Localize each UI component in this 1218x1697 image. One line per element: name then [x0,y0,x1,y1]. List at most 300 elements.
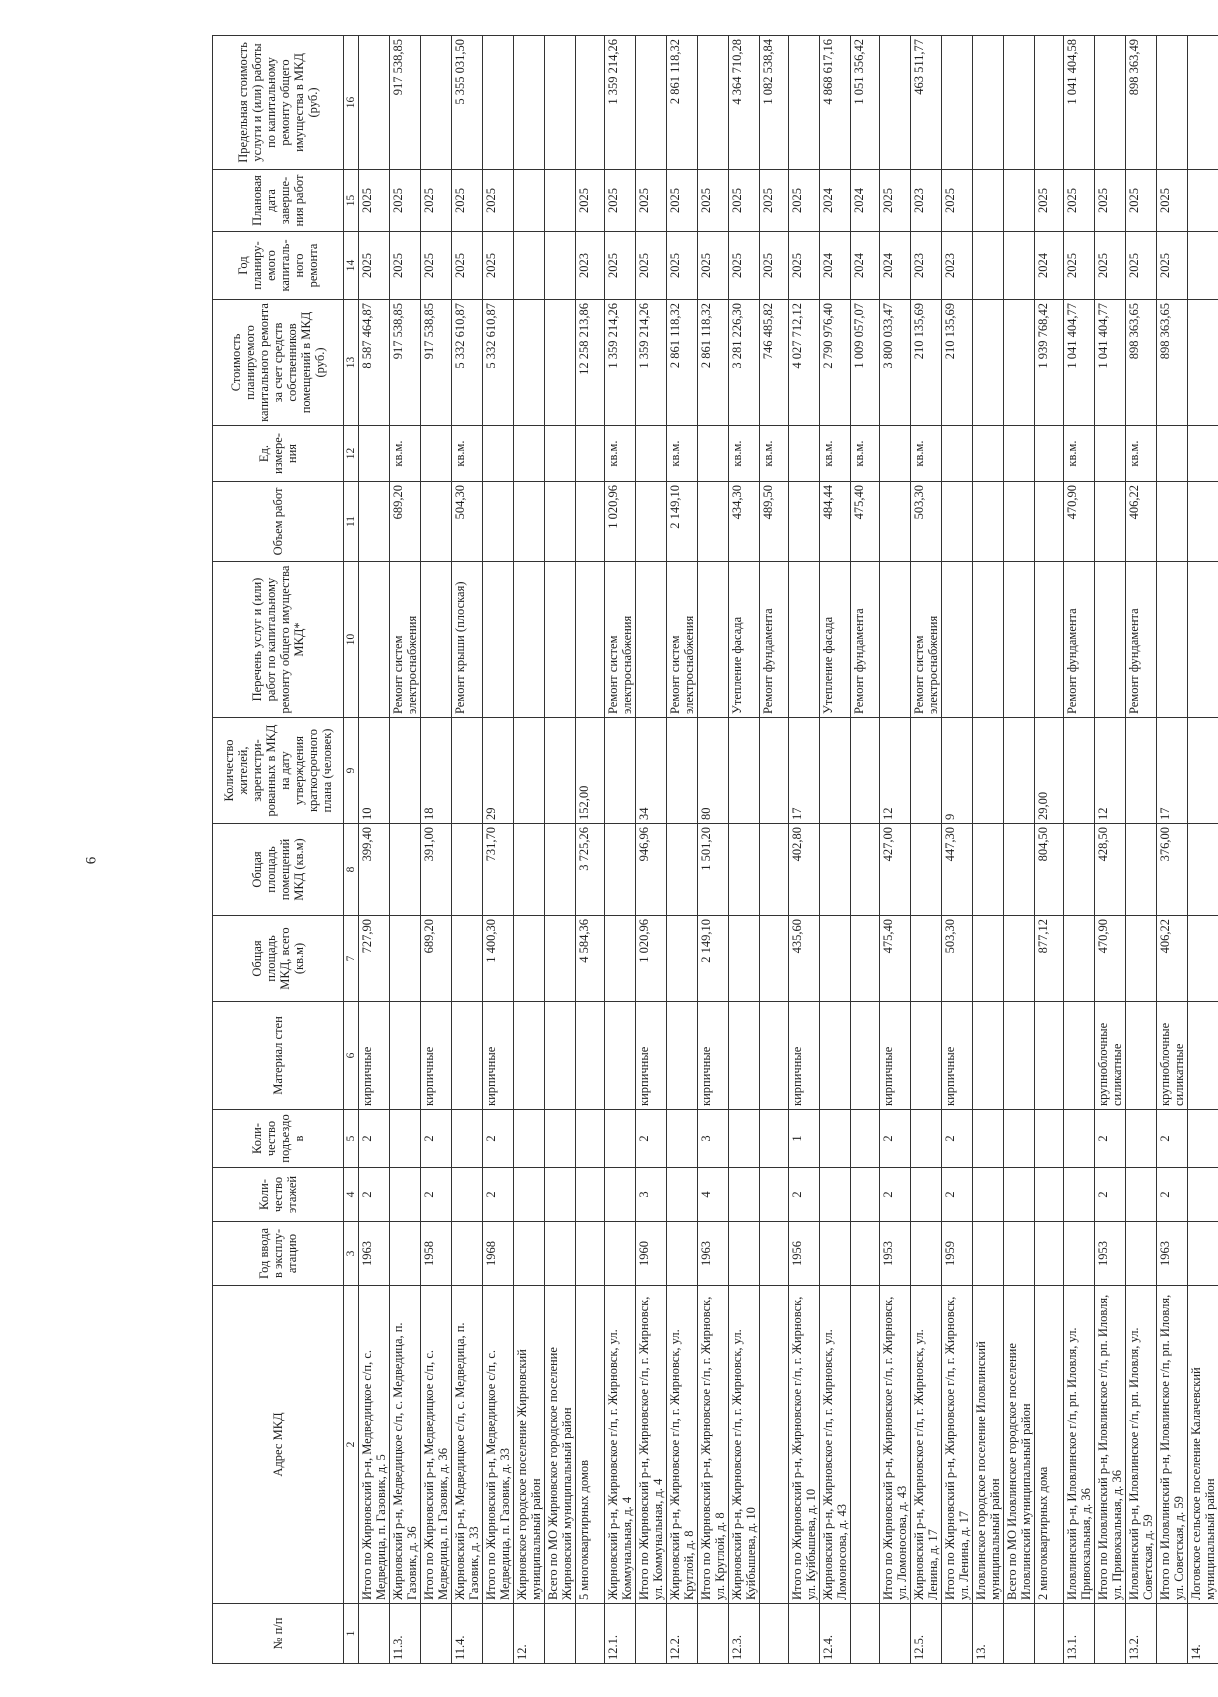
table-cell-c2: Всего по МО Жирновское городское поселение Жирновский муниципальный район [545,1286,576,1604]
table-cell-c1 [421,1604,452,1664]
table-cell-c9: 18 [421,718,452,824]
table-cell-c1 [483,1604,514,1664]
table-cell-c13: 1 939 768,42 [1035,300,1064,426]
table-cell-c3: 1956 [789,1222,820,1286]
table-cell-c4 [1126,1168,1157,1222]
table-cell-c9: 29,00 [1035,718,1064,824]
table-cell-c16 [421,36,452,170]
table-cell-c16 [1035,36,1064,170]
table-cell-c5 [820,1110,851,1168]
table-cell-c3 [1064,1222,1095,1286]
table-cell-c16: 463 511,77 [911,36,942,170]
table-cell-c11: 489,50 [760,482,789,562]
table-cell-c6: кирпичные [698,1002,729,1110]
table-cell-c2: Итого по Иловлинский р-н, Иловлинское г/п, рп. Иловля, ул. Советская, д. 59 [1157,1286,1188,1604]
table-cell-c11 [576,482,605,562]
table-cell-c4: 2 [359,1168,390,1222]
table-cell-c14: 2024 [880,232,911,300]
table-cell-c1 [698,1604,729,1664]
table-cell-c2: Всего по МО Иловлинское городское поселение Иловлинский муниципальный район [1004,1286,1035,1604]
table-cell-c3: 1963 [698,1222,729,1286]
table-cell-c13: 5 332 610,87 [483,300,514,426]
table-cell-c3 [576,1222,605,1286]
table-cell-c7: 503,30 [942,916,973,1002]
table-cell-c14 [973,232,1004,300]
rotated-table-wrapper [212,36,1217,1664]
table-row [1035,36,1064,1664]
table-cell-c5: 2 [636,1110,667,1168]
table-cell-c12 [483,426,514,482]
table-cell-c5: 1 [789,1110,820,1168]
table-row [973,36,1004,1664]
table-cell-c5 [514,1110,545,1168]
table-cell-c3 [729,1222,760,1286]
table-cell-c10 [421,562,452,718]
table-cell-c3 [605,1222,636,1286]
table-cell-c5 [576,1110,605,1168]
table-cell-c2: Логовское сельское поселение Калачевский муниципальный район [1188,1286,1218,1604]
table-cell-c16: 2 861 118,32 [667,36,698,170]
table-cell-c12: кв.м. [820,426,851,482]
table-cell-c5 [973,1110,1004,1168]
table-cell-c6: крупноблочные силикатные [1157,1002,1188,1110]
table-cell-c5 [1126,1110,1157,1168]
table-cell-c16: 1 051 356,42 [851,36,880,170]
table-cell-c15: 2025 [390,170,421,232]
table-cell-c6: кирпичные [942,1002,973,1110]
table-cell-c14: 2025 [421,232,452,300]
table-cell-c12 [545,426,576,482]
table-body [359,36,1218,1664]
table-cell-c13: 8 587 464,87 [359,300,390,426]
table-cell-c9 [452,718,483,824]
table-cell-c16 [698,36,729,170]
table-cell-c2: Итого по Жирновский р-н, Медведицкое с/п, с. Медведица, п. Газовик, д. 33 [483,1286,514,1604]
table-cell-c10 [1035,562,1064,718]
column-number: 11 [344,482,359,562]
table-cell-c5: 3 [698,1110,729,1168]
table-cell-c13: 917 538,85 [390,300,421,426]
table-cell-c6 [1188,1002,1218,1110]
table-cell-c12 [1188,426,1218,482]
table-cell-c12 [636,426,667,482]
table-cell-c4: 2 [942,1168,973,1222]
table-cell-c13: 1 359 214,26 [636,300,667,426]
table-cell-c3 [1126,1222,1157,1286]
table-cell-c3 [452,1222,483,1286]
table-cell-c8 [605,824,636,916]
column-number-row [344,36,359,1664]
column-header: Общая площадь помещений МКД (кв.м) [213,824,344,916]
table-cell-c2: Жирновский р-н, Жирновское г/п, г. Жирновск, ул. Ленина, д. 17 [911,1286,942,1604]
table-cell-c7 [545,916,576,1002]
table-cell-c12: кв.м. [851,426,880,482]
table-cell-c16: 917 538,85 [390,36,421,170]
table-cell-c9 [545,718,576,824]
table-cell-c10 [576,562,605,718]
table-cell-c16 [789,36,820,170]
table-cell-c12 [1035,426,1064,482]
table-cell-c14: 2025 [1157,232,1188,300]
table-cell-c1 [760,1604,789,1664]
table-cell-c9 [605,718,636,824]
table-row [545,36,576,1664]
column-header: Плановая дата заверше-ния работ [213,170,344,232]
table-row [942,36,973,1664]
column-number: 16 [344,36,359,170]
table-cell-c2: Итого по Жирновский р-н, Медведицкое с/п, с. Медведица, п. Газовик, д. 36 [421,1286,452,1604]
table-cell-c5: 2 [483,1110,514,1168]
table-cell-c7 [1188,916,1218,1002]
table-cell-c7 [452,916,483,1002]
table-cell-c7 [605,916,636,1002]
table-cell-c12: кв.м. [911,426,942,482]
table-cell-c9: 12 [1095,718,1126,824]
table-cell-c7 [973,916,1004,1002]
column-header: Материал стен [213,1002,344,1110]
column-number: 7 [344,916,359,1002]
table-cell-c2: Жирновский р-н, Медведицкое с/п, с. Медведица, п. Газовик, д. 36 [390,1286,421,1604]
table-cell-c8 [820,824,851,916]
table-cell-c2: Итого по Жирновский р-н, Жирновское г/п, г. Жирновск, ул. Круглой, д. 8 [698,1286,729,1604]
table-row [452,36,483,1664]
table-row [636,36,667,1664]
table-cell-c13: 2 861 118,32 [698,300,729,426]
table-cell-c1: 12.4. [820,1604,851,1664]
table-cell-c13: 898 363,65 [1126,300,1157,426]
table-cell-c11 [483,482,514,562]
table-cell-c11 [421,482,452,562]
table-cell-c12 [421,426,452,482]
column-number: 13 [344,300,359,426]
table-cell-c15: 2025 [1064,170,1095,232]
table-cell-c8: 3 725,26 [576,824,605,916]
table-cell-c14: 2024 [1035,232,1064,300]
table-cell-c2: Итого по Иловлинский р-н, Иловлинское г/п, рп. Иловля, ул. Привокзальная, д. 36 [1095,1286,1126,1604]
table-cell-c11: 470,90 [1064,482,1095,562]
table-cell-c7 [820,916,851,1002]
table-cell-c11: 503,30 [911,482,942,562]
table-cell-c11: 406,22 [1126,482,1157,562]
table-cell-c16 [1188,36,1218,170]
table-cell-c9 [973,718,1004,824]
table-cell-c9: 17 [1157,718,1188,824]
table-cell-c2 [851,1286,880,1604]
table-cell-c12 [973,426,1004,482]
table-cell-c15: 2025 [483,170,514,232]
table-cell-c4: 2 [789,1168,820,1222]
table-cell-c8: 1 501,20 [698,824,729,916]
table-cell-c6: кирпичные [359,1002,390,1110]
table-cell-c14: 2025 [359,232,390,300]
table-cell-c11 [1095,482,1126,562]
table-cell-c7 [760,916,789,1002]
table-cell-c9 [667,718,698,824]
table-cell-c5 [1188,1110,1218,1168]
table-cell-c14 [545,232,576,300]
table-cell-c8: 804,50 [1035,824,1064,916]
table-cell-c13: 1 041 404,77 [1095,300,1126,426]
table-cell-c14 [1004,232,1035,300]
table-cell-c3 [390,1222,421,1286]
table-cell-c8: 427,00 [880,824,911,916]
table-cell-c9 [1126,718,1157,824]
column-header: Коли-чество этажей [213,1168,344,1222]
table-cell-c1: 12.3. [729,1604,760,1664]
table-cell-c1: 14. [1188,1604,1218,1664]
table-cell-c5 [390,1110,421,1168]
table-cell-c3 [514,1222,545,1286]
table-cell-c13 [545,300,576,426]
table-cell-c8 [1004,824,1035,916]
table-cell-c1 [1004,1604,1035,1664]
table-cell-c14: 2025 [1126,232,1157,300]
table-cell-c13 [973,300,1004,426]
table-cell-c6: кирпичные [880,1002,911,1110]
table-cell-c2: 2 многоквартирных дома [1035,1286,1064,1604]
table-cell-c10: Утепление фасада [729,562,760,718]
table-cell-c12 [514,426,545,482]
table-cell-c11 [514,482,545,562]
table-cell-c15: 2025 [605,170,636,232]
table-cell-c8 [911,824,942,916]
column-header: Перечень услуг и (или) работ по капитальному ремонту общего имущества МКД* [213,562,344,718]
table-cell-c10 [545,562,576,718]
table-cell-c5 [760,1110,789,1168]
table-cell-c10 [359,562,390,718]
table-cell-c13: 1 041 404,77 [1064,300,1095,426]
table-cell-c16 [576,36,605,170]
table-cell-c2: Иловлинский р-н, Иловлинское г/п, рп. Иловля, ул. Привокзальная, д. 36 [1064,1286,1095,1604]
table-cell-c6 [729,1002,760,1110]
table-cell-c15: 2025 [667,170,698,232]
table-cell-c15: 2025 [636,170,667,232]
table-cell-c7 [390,916,421,1002]
table-cell-c9 [911,718,942,824]
table-cell-c4 [514,1168,545,1222]
table-cell-c4 [973,1168,1004,1222]
table-cell-c3 [1188,1222,1218,1286]
table-cell-c5 [729,1110,760,1168]
table-cell-c13: 3 800 033,47 [880,300,911,426]
table-cell-c10 [789,562,820,718]
table-cell-c15: 2025 [942,170,973,232]
column-number: 6 [344,1002,359,1110]
table-cell-c1: 13. [973,1604,1004,1664]
table-cell-c9 [760,718,789,824]
table-cell-c16 [973,36,1004,170]
table-cell-c14: 2025 [698,232,729,300]
table-cell-c14: 2025 [789,232,820,300]
table-cell-c8 [1126,824,1157,916]
table-cell-c9: 152,00 [576,718,605,824]
table-cell-c10: Ремонт фундамента [1126,562,1157,718]
table-cell-c7: 406,22 [1157,916,1188,1002]
table-cell-c15: 2025 [452,170,483,232]
column-number: 3 [344,1222,359,1286]
table-cell-c15: 2025 [760,170,789,232]
table-cell-c14: 2025 [636,232,667,300]
table-cell-c2: Итого по Жирновский р-н, Жирновское г/п, г. Жирновск, ул. Куйбышева, д. 10 [789,1286,820,1604]
table-cell-c1 [636,1604,667,1664]
table-cell-c4 [729,1168,760,1222]
table-cell-c3 [851,1222,880,1286]
table-cell-c6 [605,1002,636,1110]
table-row [1157,36,1188,1664]
table-cell-c7 [1126,916,1157,1002]
table-cell-c14: 2025 [667,232,698,300]
table-row [421,36,452,1664]
table-cell-c4: 2 [421,1168,452,1222]
column-number: 9 [344,718,359,824]
table-cell-c2: Жирновский р-н, Медведицкое с/п, с. Медведица, п. Газовик, д. 33 [452,1286,483,1604]
table-cell-c16: 1 359 214,26 [605,36,636,170]
table-cell-c11 [545,482,576,562]
table-cell-c6 [576,1002,605,1110]
table-cell-c10: Ремонт систем электроснабжения [911,562,942,718]
table-cell-c13: 210 135,69 [911,300,942,426]
table-cell-c9 [1004,718,1035,824]
table-cell-c3: 1960 [636,1222,667,1286]
table-cell-c4: 2 [880,1168,911,1222]
table-cell-c10: Ремонт фундамента [1064,562,1095,718]
table-cell-c13 [1188,300,1218,426]
table-row [789,36,820,1664]
table-cell-c10 [1157,562,1188,718]
table-cell-c7: 689,20 [421,916,452,1002]
table-cell-c6 [820,1002,851,1110]
table-cell-c9 [1064,718,1095,824]
table-cell-c3 [1004,1222,1035,1286]
table-cell-c3: 1958 [421,1222,452,1286]
table-cell-c15: 2025 [880,170,911,232]
table-cell-c1: 12.5. [911,1604,942,1664]
column-number: 5 [344,1110,359,1168]
table-cell-c12 [942,426,973,482]
table-cell-c3: 1959 [942,1222,973,1286]
table-cell-c10: Ремонт систем электроснабжения [390,562,421,718]
table-cell-c1 [576,1604,605,1664]
table-cell-c4 [1004,1168,1035,1222]
table-cell-c9: 12 [880,718,911,824]
table-row [359,36,390,1664]
column-header: Стоимость планируемого капитального ремонта за счет средств собственников помещений в МКД (руб.) [213,300,344,426]
table-cell-c11 [789,482,820,562]
table-row [667,36,698,1664]
table-cell-c8 [1188,824,1218,916]
table-row [760,36,789,1664]
column-number: 8 [344,824,359,916]
table-cell-c12: кв.м. [1126,426,1157,482]
table-cell-c11 [636,482,667,562]
table-cell-c7 [729,916,760,1002]
table-cell-c6 [514,1002,545,1110]
table-cell-c7: 470,90 [1095,916,1126,1002]
column-number: 14 [344,232,359,300]
table-cell-c8 [390,824,421,916]
table-cell-c5: 2 [1095,1110,1126,1168]
table-cell-c9: 34 [636,718,667,824]
table-cell-c6 [1064,1002,1095,1110]
table-cell-c12 [880,426,911,482]
table-cell-c5 [911,1110,942,1168]
table-cell-c12 [789,426,820,482]
table-cell-c1: 13.1. [1064,1604,1095,1664]
column-number: 12 [344,426,359,482]
table-cell-c12: кв.м. [452,426,483,482]
table-cell-c13: 210 135,69 [942,300,973,426]
table-cell-c2: Жирновское городское поселение Жирновский муниципальный район [514,1286,545,1604]
table-cell-c1 [789,1604,820,1664]
table-cell-c14: 2023 [911,232,942,300]
table-cell-c1: 11.4. [452,1604,483,1664]
table-cell-c11 [1035,482,1064,562]
table-cell-c14: 2024 [851,232,880,300]
table-cell-c11 [942,482,973,562]
table-cell-c5 [605,1110,636,1168]
column-header: Общая площадь МКД, всего (кв.м) [213,916,344,1002]
table-cell-c3: 1963 [359,1222,390,1286]
table-cell-c10: Ремонт систем электроснабжения [667,562,698,718]
table-cell-c3: 1953 [880,1222,911,1286]
table-cell-c9: 80 [698,718,729,824]
table-cell-c11 [359,482,390,562]
table-cell-c3 [820,1222,851,1286]
column-header: Год планиру-емого капиталь-ного ремонта [213,232,344,300]
table-cell-c14: 2025 [605,232,636,300]
table-cell-c14: 2024 [820,232,851,300]
table-cell-c5: 2 [421,1110,452,1168]
table-cell-c16 [636,36,667,170]
column-header: Адрес МКД [213,1286,344,1604]
table-cell-c8 [545,824,576,916]
table-cell-c3: 1963 [1157,1222,1188,1286]
table-cell-c8: 428,50 [1095,824,1126,916]
table-cell-c8 [851,824,880,916]
table-cell-c11: 475,40 [851,482,880,562]
table-cell-c4 [911,1168,942,1222]
table-cell-c5 [452,1110,483,1168]
table-cell-c14: 2025 [729,232,760,300]
table-cell-c9: 17 [789,718,820,824]
table-cell-c13: 917 538,85 [421,300,452,426]
table-cell-c9 [820,718,851,824]
column-header: Год ввода в эксплу-атацию [213,1222,344,1286]
table-row [1095,36,1126,1664]
column-number: 10 [344,562,359,718]
table-cell-c5 [1035,1110,1064,1168]
table-cell-c5 [1064,1110,1095,1168]
page-number: 6 [83,856,100,865]
table-cell-c1: 11.3. [390,1604,421,1664]
table-cell-c14 [1188,232,1218,300]
table-cell-c12: кв.м. [605,426,636,482]
table-cell-c14: 2023 [942,232,973,300]
table-cell-c1 [359,1604,390,1664]
column-header: Коли-чество подъездо в [213,1110,344,1168]
table-cell-c2: Жирновский р-н, Жирновское г/п, г. Жирновск, ул. Куйбышева, д. 10 [729,1286,760,1604]
table-cell-c15 [514,170,545,232]
table-cell-c16: 5 355 031,50 [452,36,483,170]
table-cell-c15: 2025 [1035,170,1064,232]
table-cell-c4: 3 [636,1168,667,1222]
table-cell-c12 [1095,426,1126,482]
table-cell-c7 [667,916,698,1002]
table-cell-c8 [973,824,1004,916]
table-cell-c4: 2 [1095,1168,1126,1222]
column-number: 15 [344,170,359,232]
capital-repair-table [212,35,1218,1664]
